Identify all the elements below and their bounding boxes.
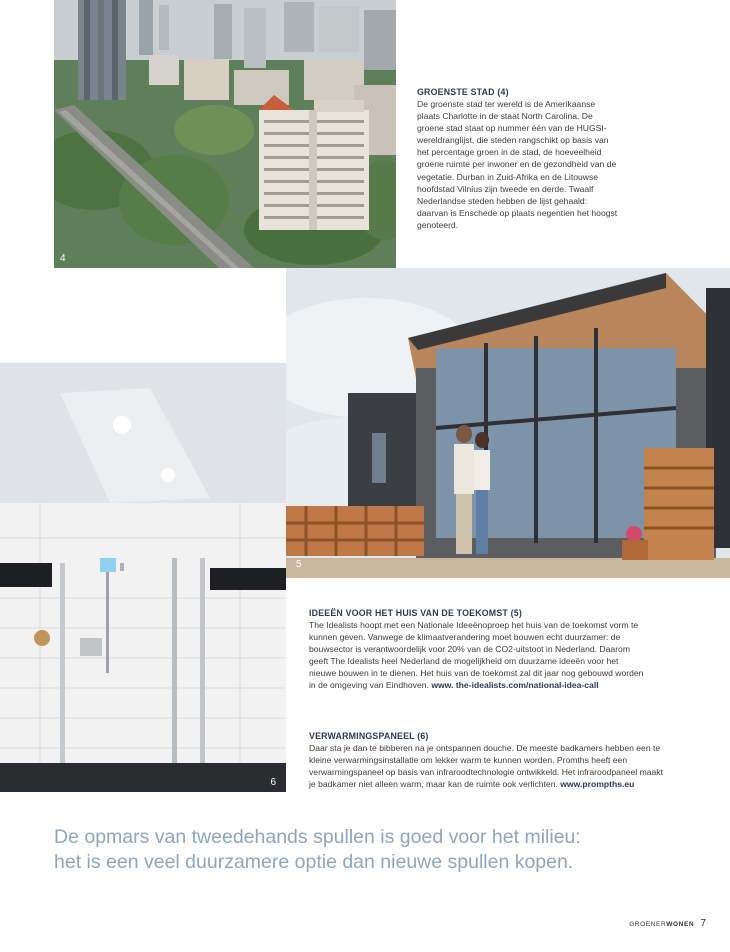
photo-number: 5 bbox=[296, 559, 302, 570]
pull-quote-line: De opmars van tweedehands spullen is goed voor het milieu: bbox=[54, 826, 581, 848]
article-body: The Idealists hoopt met een Nationale Ideeënoproep het huis van de toekomst vorm te kunnen geven. Vanwege de klimaatverandering moet bouwen echt duurzamer: de bouwsector is verantwoordelijk voor 20% van de CO2-uitstoot in Nederland. Daarom geeft The Idealists heel Nederland de mogelijkheid om duurzame ideeën voor het nieuwe bouwen in te dienen. Het huis van de toekomst zal dit jaar nog gebouwd worden in de omgeving van Eindhoven. bbox=[309, 620, 644, 691]
photo-number: 4 bbox=[60, 253, 66, 264]
article-body: De groenste stad ter wereld is de Amerikaanse plaats Charlotte in de staat North Carolina. De groene stad staat op nummer één van de HUGSI-wereldranglijst, die steden rangschikt op basis van het percentage groen in de stad, de hoeveelheid groene ruimte per inwoner en de gezondheid van de vegetatie. Durban in Zuid-Afrika en de Litouwse hoofdstad Vilnius zijn tweede en derde. Twaalf Nederlandse steden hebben de lijst gehaald: daarvan is Enschede op plaats negentien het hoogst genoteerd. bbox=[417, 99, 618, 230]
page-number: 7 bbox=[700, 918, 706, 929]
bathroom-photo bbox=[0, 363, 286, 792]
article-body: Daar sta je dan te bibberen na je ontspannen douche. De meeste badkamers hebben een te kleine verwarmingsinstallatie om lekker warm te kunnen worden. Promths heeft een verwarmingspaneel op basis van infraroodtechnologie ontwikkeld. Het infraroodpaneel maakt je badkamer niet alleen warm, maar kan de ruimte ook verlichten. bbox=[309, 743, 663, 790]
prompths-link[interactable]: www.prompths.eu bbox=[560, 779, 635, 790]
magazine-brand bbox=[629, 921, 694, 928]
idealists-link[interactable]: www. the-idealists.com/national-idea-call bbox=[431, 680, 599, 691]
page-footer bbox=[629, 918, 706, 929]
article-future-house bbox=[309, 607, 644, 692]
article-heading: VERWARMINGSPANEEL (6) bbox=[309, 731, 429, 741]
article-heating-panel bbox=[309, 730, 669, 790]
future-house-photo bbox=[286, 268, 730, 578]
pull-quote bbox=[54, 825, 694, 875]
brand-part-bold: WONEN bbox=[666, 921, 695, 928]
brand-part: GROENER bbox=[629, 921, 667, 928]
article-heading: IDEEËN VOOR HET HUIS VAN DE TOEKOMST (5) bbox=[309, 608, 522, 618]
pull-quote-line: het is een veel duurzamere optie dan nieuwe spullen kopen. bbox=[54, 851, 574, 873]
article-heading: GROENSTE STAD (4) bbox=[417, 87, 509, 97]
photo-number: 6 bbox=[270, 777, 276, 788]
city-aerial-photo bbox=[54, 0, 396, 268]
article-greenest-city bbox=[417, 86, 620, 231]
